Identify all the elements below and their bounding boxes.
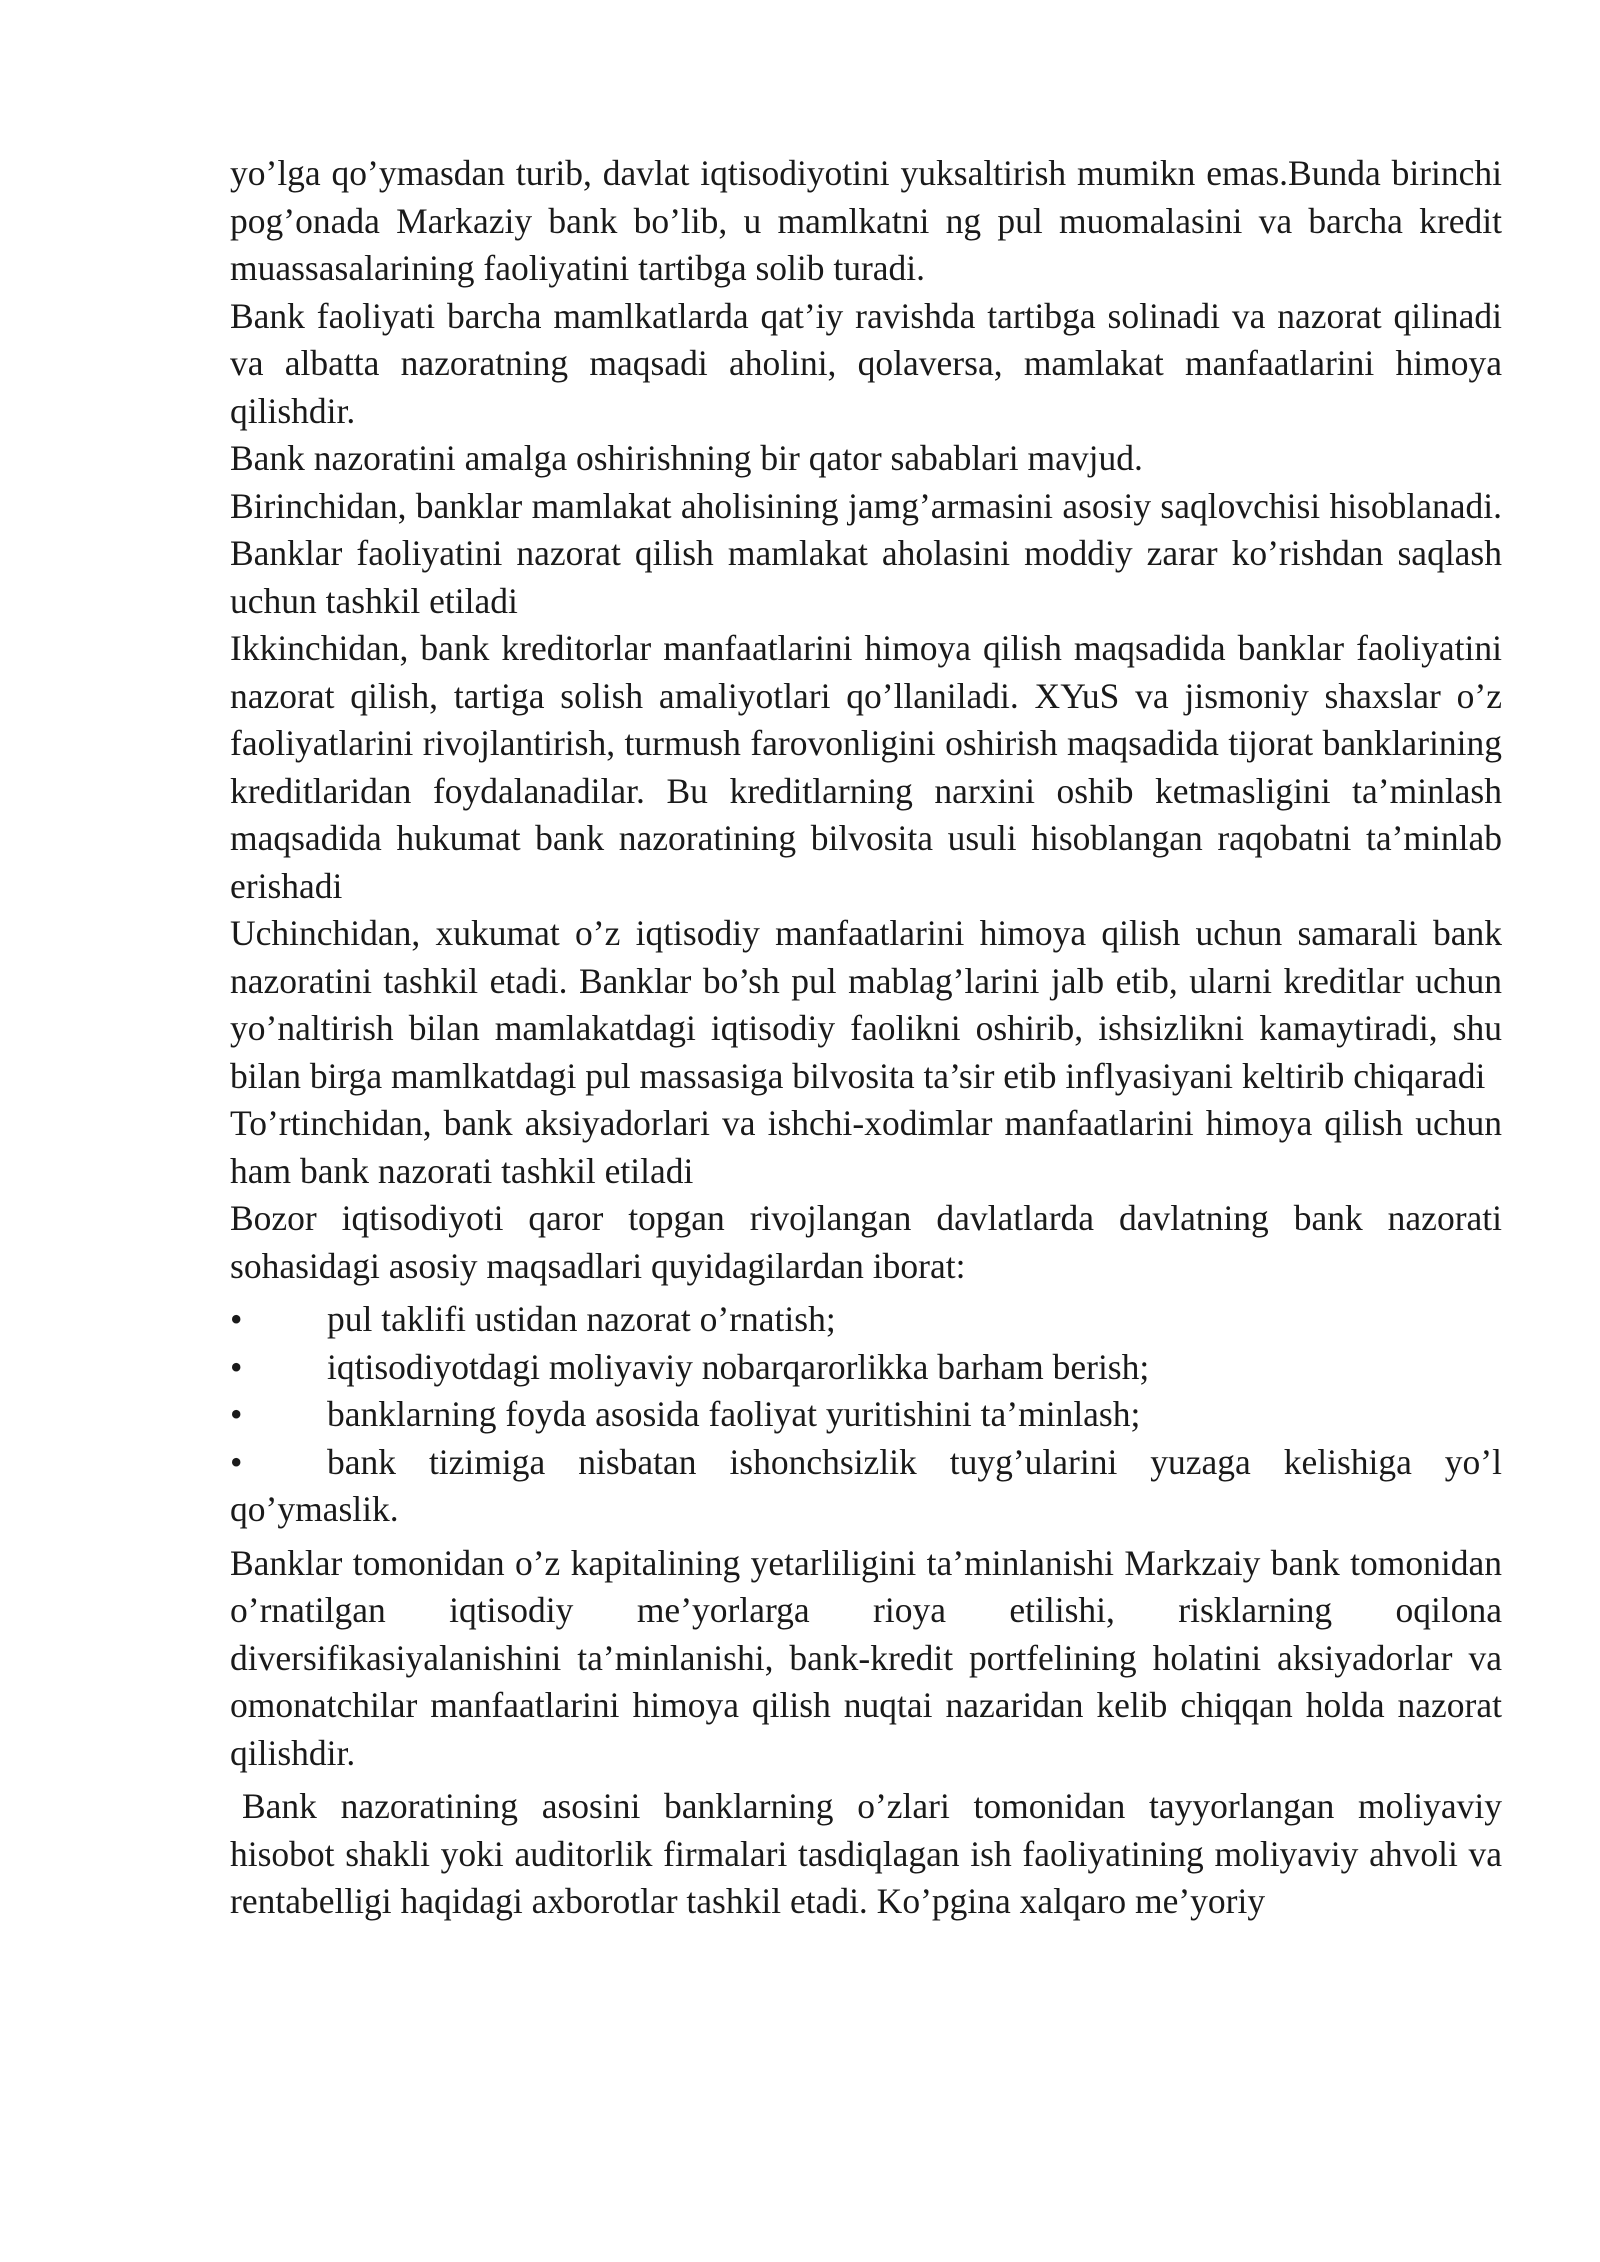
paragraph-supervision-basis: Bank nazoratining asosini banklarning o’zlari tomonidan tayyorlangan moliyaviy hisobot shakli yoki auditorlik firmalari tasdiqlagan ish faoliyatining moliyaviy ahvoli va rentabelligi haqidagi axborotlar tashkil etadi. Ko’pgina xalqaro me’yoriy [230,1786,1502,1921]
paragraph-reason-first: Birinchidan, banklar mamlakat aholisining jamg’armasini asosiy saqlovchisi hisoblanadi. Banklar faoliyatini nazorat qilish mamlakat aholasini moddiy zarar ko’rishdan saqlash uchun tashkil etiladi [230,485,1502,621]
bullet-symbol: • [230,1346,243,1387]
bullet-item [230,1344,1502,1392]
paragraph-goals-intro: Bozor iqtisodiyoti qaror topgan rivojlangan davlatlarda davlatning bank nazorati sohasidagi asosiy maqsadlari quyidagilardan iborat: [230,1198,1502,1286]
bullet-text: iqtisodiyotdagi moliyaviy nobarqarorlikka barham berish; [327,1346,1150,1387]
paragraph-reason-second: Ikkinchidan, bank kreditorlar manfaatlarini himoya qilish maqsadida banklar faoliyatini nazorat qilish, tartiga solish amaliyotlari qo’llaniladi. XYuS va jismoniy shaxslar o’z faoliyatlarini rivojlantirish, turmush farovonligini oshirish maqsadida tijorat banklarining kreditlaridan foydalanadilar. Bu kreditlarning narxini oshib ketmasligini ta’minlash maqsadida hukumat bank nazoratining bilvosita usuli hisoblangan raqobatni ta’minlab erishadi [230,628,1502,906]
bullet-item [230,1391,1502,1439]
paragraph-intro-continuation: yo’lga qo’ymasdan turib, davlat iqtisodiyotini yuksaltirish mumikn emas.Bunda birinchi pog’onada Markaziy bank bo’lib, u mamlkatni ng pul muomalasini va barcha kredit muassasalarining faoliyatini tartibga solib turadi. [230,153,1502,288]
bullet-text: pul taklifi ustidan nazorat o’rnatish; [327,1299,836,1339]
paragraph-reason-third: Uchinchidan, xukumat o’z iqtisodiy manfaatlarini himoya qilish uchun samarali bank nazoratini tashkil etadi. Banklar bo’sh pul mablag’larini jalb etib, ularni kreditlar uchun yo’naltirish bilan mamlakatdagi iqtisodiy faolikni oshirib, ishsizlikni kamaytiradi, shu bilan birga mamlkatdagi pul massasiga bilvosita ta’sir etib inflyasiyani keltirib chiqaradi [230,913,1502,1096]
bullet-symbol: • [230,1299,243,1339]
paragraph-reasons-intro: Bank nazoratini amalga oshirishning bir qator sabablari mavjud. [230,438,1143,478]
bullet-item [230,1296,1502,1344]
bullet-text: bank tizimiga nisbatan ishonchsizlik tuyg’ularini yuzaga kelishiga yo’l qo’ymaslik. [230,1441,1502,1529]
paragraph-bank-regulation: Bank faoliyati barcha mamlkatlarda qat’iy ravishda tartibga solinadi va nazorat qilinadi va albatta nazoratning maqsadi aholini, qolaversa, mamlakat manfaatlarini himoya qilishdir. [230,295,1502,431]
paragraph-reason-fourth: To’rtinchidan, bank aksiyadorlari va ishchi-xodimlar manfaatlarini himoya qilish uchun ham bank nazorati tashkil etiladi [230,1103,1502,1191]
bullet-symbol: • [230,1441,243,1482]
goals-bullet-list [230,1296,1502,1534]
bullet-text: banklarning foyda asosida faoliyat yuritishini ta’minlash; [327,1394,1141,1434]
document-page [230,150,1502,1926]
bullet-item [230,1439,1502,1534]
paragraph-capital-adequacy: Banklar tomonidan o’z kapitalining yetarliligini ta’minlanishi Markzaiy bank tomonidan o’rnatilgan iqtisodiy me’yorlarga rioya etilishi, risklarning oqilona diversifikasiyalanishini ta’minlanishi, bank-kredit portfelining holatini aksiyadorlar va omonatchilar manfaatlarini himoya qilish nuqtai nazaridan kelib chiqqan holda nazorat qilishdir. [230,1542,1502,1773]
bullet-symbol: • [230,1394,243,1434]
